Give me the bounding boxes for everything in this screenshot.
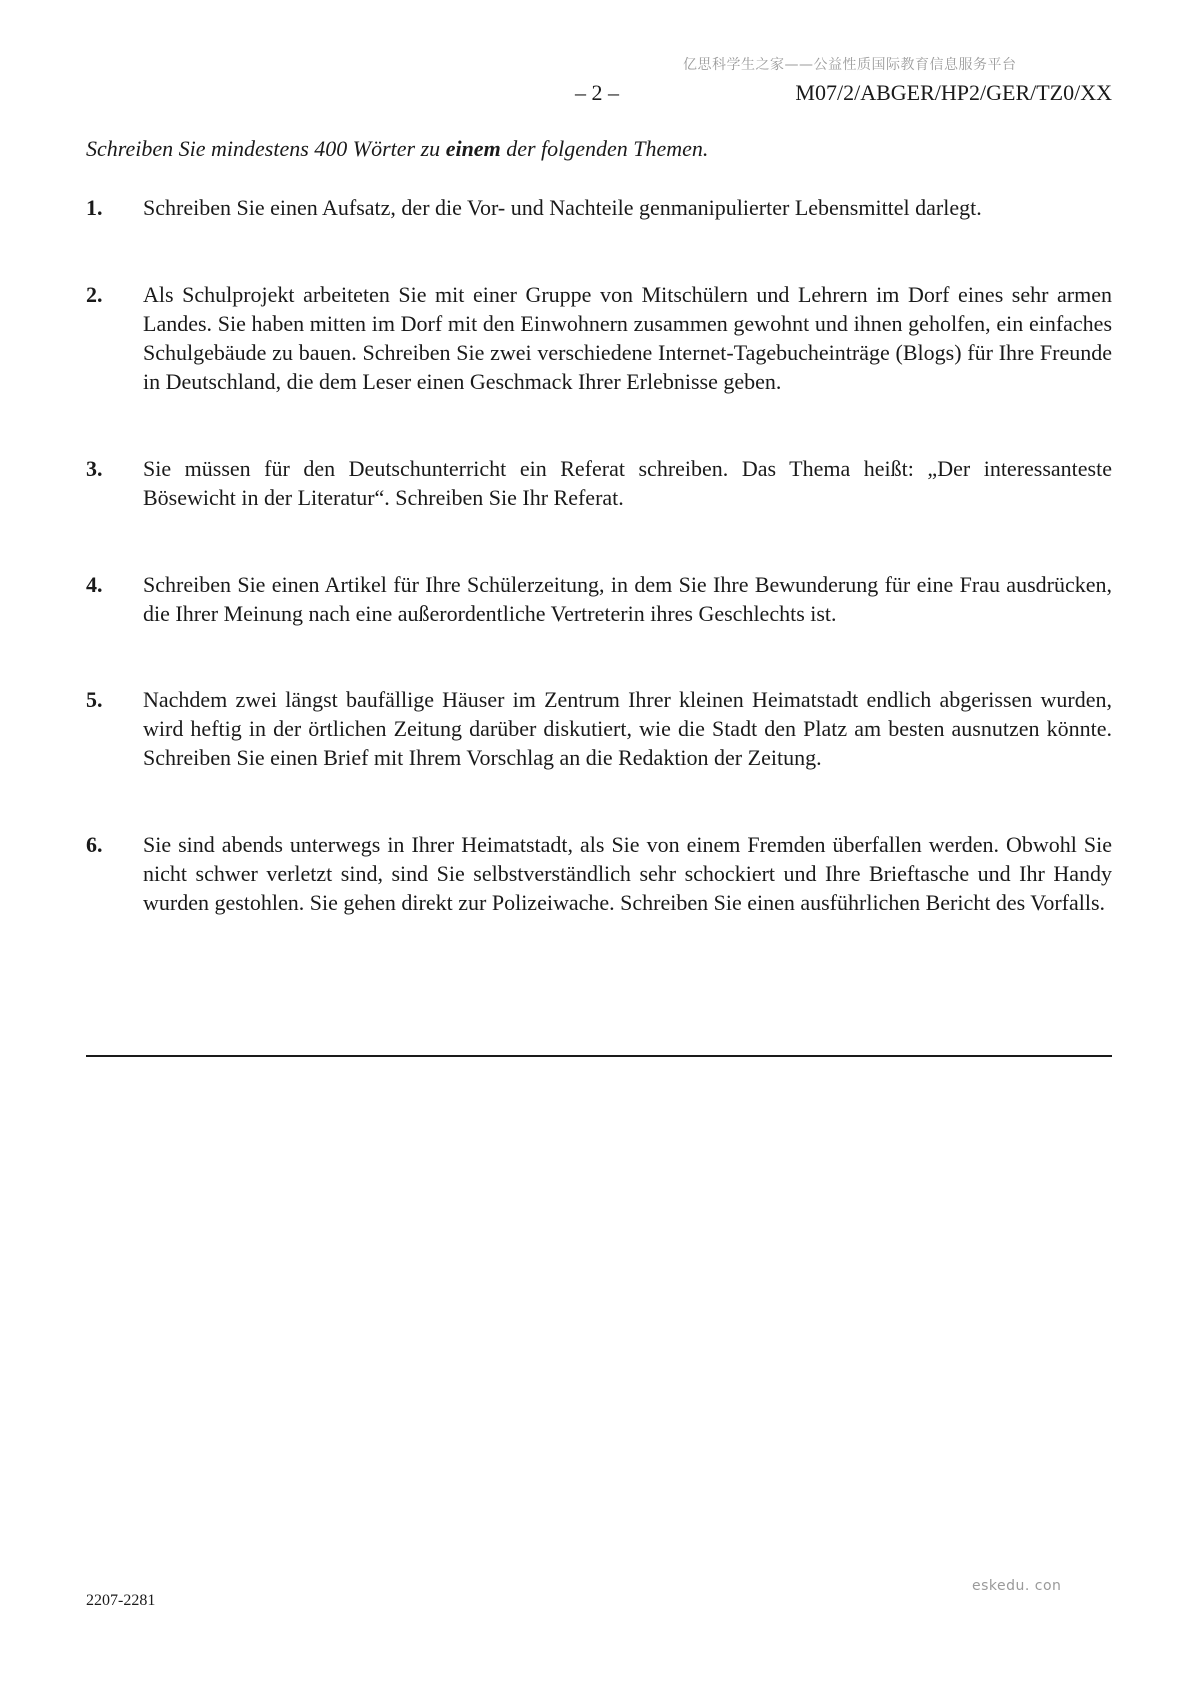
document-code: M07/2/ABGER/HP2/GER/TZ0/XX [795,80,1112,105]
topic-number: 1. [86,195,103,220]
instruction-emphasis: einem [445,136,501,161]
topic-number: 6. [86,832,103,857]
topic-number: 3. [86,456,103,481]
horizontal-divider [86,1055,1112,1057]
topic-text: Sie müssen für den Deutschunterricht ein Referat schreiben. Das Thema heißt: „Der interessanteste Bösewicht in der Literatur“. Schreiben Sie Ihr Referat. [143,456,1112,510]
topic-number: 5. [86,687,103,712]
topic-text: Schreiben Sie einen Aufsatz, der die Vor- und Nachteile genmanipulierter Lebensmittel darlegt. [143,195,982,220]
instruction-after: der folgenden Themen. [500,136,709,161]
watermark-header: 亿思科学生之家——公益性质国际教育信息服务平台 [683,57,1017,73]
topic-1 [86,193,1112,222]
topic-6 [86,830,1112,917]
topic-3 [86,454,1112,512]
topic-text: Nachdem zwei längst baufällige Häuser im Zentrum Ihrer kleinen Heimatstadt endlich abgerissen wurden, wird heftig in der örtlichen Zeitung darüber diskutiert, wie die Stadt den Platz am besten ausnutzen könnte. Schreiben Sie einen Brief mit Ihrem Vorschlag an die Redaktion der Zeitung. [143,687,1112,770]
topic-number: 4. [86,572,103,597]
topic-5 [86,685,1112,772]
instruction-before: Schreiben Sie mindestens 400 Wörter zu [86,136,446,161]
topic-2 [86,280,1112,396]
topic-4 [86,570,1112,628]
footer-code: 2207-2281 [86,1592,156,1609]
topic-number: 2. [86,282,103,307]
watermark-footer: eskedu. con [972,1578,1062,1594]
topic-text: Sie sind abends unterwegs in Ihrer Heimatstadt, als Sie von einem Fremden überfallen werden. Obwohl Sie nicht schwer verletzt sind, sind Sie selbstverständlich sehr schockiert und Ihre Brieftasche und Ihr Handy wurden gestohlen. Sie gehen direkt zur Polizeiwache. Schreiben Sie einen ausführlichen Bericht des Vorfalls. [143,832,1112,915]
instruction-text [86,136,708,162]
topic-text: Schreiben Sie einen Artikel für Ihre Schülerzeitung, in dem Sie Ihre Bewunderung für eine Frau ausdrücken, die Ihrer Meinung nach eine außerordentliche Vertreterin ihres Geschlechts ist. [143,572,1112,626]
page-number: – 2 – [575,80,619,105]
topic-text: Als Schulprojekt arbeiteten Sie mit einer Gruppe von Mitschülern und Lehrern im Dorf eines sehr armen Landes. Sie haben mitten im Dorf mit den Einwohnern zusammen gewohnt und ihnen geholfen, ein einfaches Schulgebäude zu bauen. Schreiben Sie zwei verschiedene Internet-Tagebucheinträge (Blogs) für Ihre Freunde in Deutschland, die dem Leser einen Geschmack Ihrer Erlebnisse geben. [143,282,1112,394]
